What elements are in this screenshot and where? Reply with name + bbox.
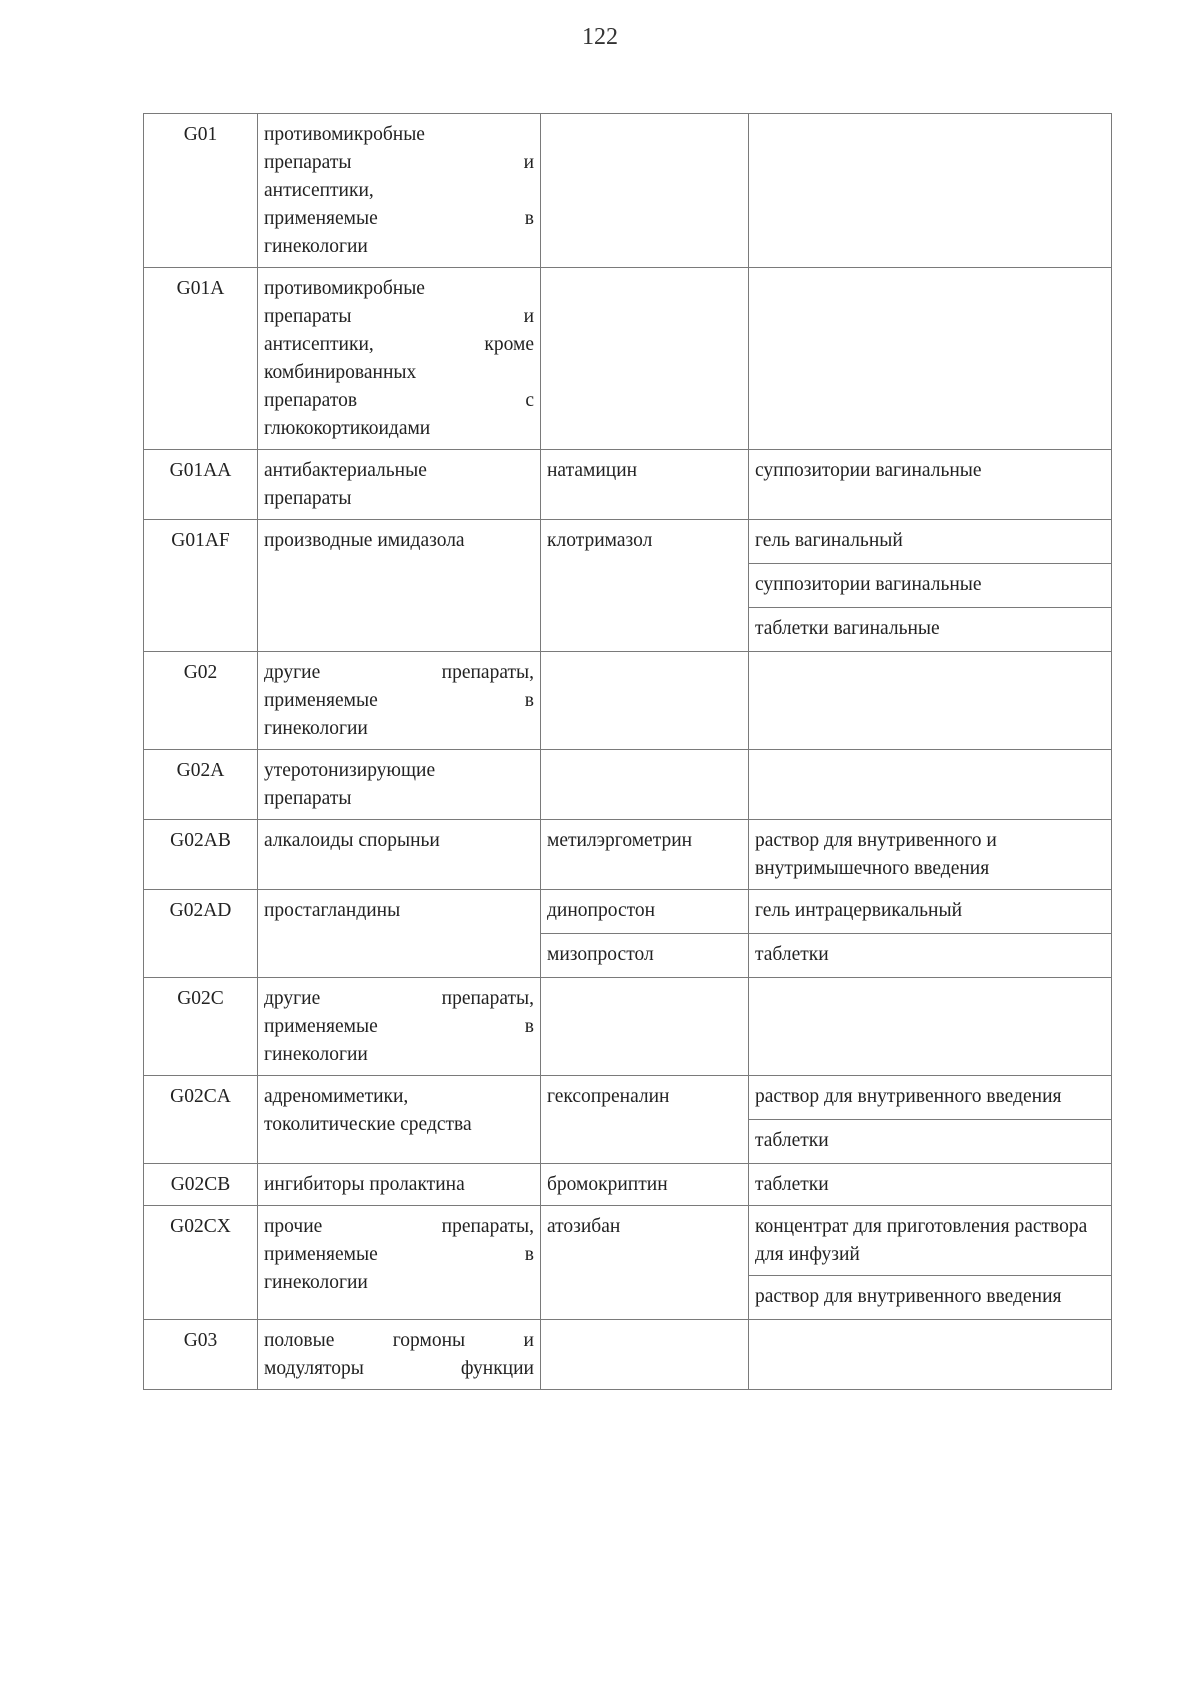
dosage-form-cell (749, 652, 1112, 750)
group-name-cell (258, 820, 541, 890)
group-name-line: глюкокортикоидами (264, 418, 431, 439)
substance-item: натамицин (547, 460, 638, 481)
group-name-line: другие препараты, (264, 662, 534, 683)
dosage-form-item: раствор для внутривенного введения (755, 1286, 1062, 1307)
substance-cell (541, 652, 749, 750)
table-row (144, 1164, 1112, 1206)
group-name-line: модуляторы функции (264, 1358, 534, 1379)
substance-cell (541, 750, 749, 820)
table-row (144, 890, 1112, 978)
substance-cell (541, 820, 749, 890)
table-row (144, 1320, 1112, 1390)
table-row (144, 114, 1112, 268)
atc-code-cell: G02 (144, 652, 258, 750)
group-name-cell (258, 520, 541, 652)
group-name-line: простагландины (264, 900, 401, 921)
group-name-cell (258, 1164, 541, 1206)
group-name-line: комбинированных (264, 362, 417, 383)
dosage-form-item: таблетки (755, 1174, 829, 1195)
group-name-line: применяемые в (264, 1244, 534, 1265)
substance-item: бромокриптин (547, 1174, 668, 1195)
page-number: 122 (582, 24, 618, 50)
atc-classification-table (143, 113, 1112, 1390)
table-row (144, 652, 1112, 750)
atc-code-cell: G02C (144, 978, 258, 1076)
atc-code-cell: G01AA (144, 450, 258, 520)
group-name-cell (258, 750, 541, 820)
group-name-line: применяемые в (264, 208, 534, 229)
dosage-form-item: таблетки (755, 944, 829, 965)
group-name-line: препараты и (264, 152, 534, 173)
group-name-line: прочие препараты, (264, 1216, 534, 1237)
dosage-form-cell (749, 450, 1112, 520)
group-name-line: утеротонизирующие (264, 760, 436, 781)
substance-cell (541, 890, 749, 978)
dosage-form-cell (749, 1206, 1112, 1320)
dosage-form-cell (749, 820, 1112, 890)
dosage-form-item: гель вагинальный (749, 520, 1111, 564)
table-row (144, 978, 1112, 1076)
substance-cell (541, 978, 749, 1076)
substance-cell (541, 268, 749, 450)
group-name-cell (258, 652, 541, 750)
group-name-line: половые гормоны и (264, 1330, 534, 1351)
substance-cell (541, 450, 749, 520)
group-name-cell (258, 450, 541, 520)
atc-code-cell: G01 (144, 114, 258, 268)
table-row (144, 520, 1112, 652)
group-name-line: гинекологии (264, 718, 368, 739)
group-name-line: антисептики, кроме (264, 334, 534, 355)
atc-code-cell: G02AB (144, 820, 258, 890)
atc-code-cell: G02CX (144, 1206, 258, 1320)
substance-cell (541, 114, 749, 268)
group-name-line: адреномиметики, (264, 1086, 409, 1107)
group-name-cell (258, 978, 541, 1076)
substance-cell (541, 1164, 749, 1206)
group-name-line: ингибиторы пролактина (264, 1174, 465, 1195)
group-name-line: гинекологии (264, 236, 368, 257)
substance-cell (541, 1076, 749, 1164)
atc-code-cell: G01AF (144, 520, 258, 652)
atc-code-cell: G02CA (144, 1076, 258, 1164)
atc-code-cell: G02AD (144, 890, 258, 978)
substance-item: метилэргометрин (547, 830, 693, 851)
dosage-form-cell (749, 114, 1112, 268)
dosage-form-cell (749, 1164, 1112, 1206)
group-name-line: противомикробные (264, 124, 425, 145)
group-name-line: другие препараты, (264, 988, 534, 1009)
substance-item: мизопростол (547, 944, 654, 965)
table-row (144, 1076, 1112, 1164)
dosage-form-cell (749, 890, 1112, 978)
dosage-form-cell (749, 1320, 1112, 1390)
atc-code-cell: G03 (144, 1320, 258, 1390)
dosage-form-item: гель интрацервикальный (749, 890, 1111, 934)
substance-cell (541, 520, 749, 652)
table-row (144, 450, 1112, 520)
dosage-form-cell (749, 268, 1112, 450)
table-row (144, 268, 1112, 450)
group-name-cell (258, 1320, 541, 1390)
group-name-line: препараты (264, 788, 352, 809)
substance-item: гексопреналин (547, 1086, 670, 1107)
group-name-line: применяемые в (264, 1016, 534, 1037)
group-name-line: противомикробные (264, 278, 425, 299)
atc-code-cell: G01A (144, 268, 258, 450)
group-name-line: алкалоиды спорыньи (264, 830, 440, 851)
group-name-line: антибактериальные (264, 460, 427, 481)
dosage-form-cell (749, 978, 1112, 1076)
group-name-line: препараты и (264, 306, 534, 327)
group-name-cell (258, 114, 541, 268)
group-name-line: антисептики, (264, 180, 374, 201)
atc-code-cell: G02A (144, 750, 258, 820)
group-name-cell (258, 268, 541, 450)
table-row (144, 820, 1112, 890)
group-name-line: применяемые в (264, 690, 534, 711)
table-row (144, 1206, 1112, 1320)
group-name-cell (258, 890, 541, 978)
dosage-form-cell (749, 750, 1112, 820)
group-name-cell (258, 1206, 541, 1320)
dosage-form-cell (749, 520, 1112, 652)
substance-item: динопростон (541, 890, 748, 934)
group-name-line: производные имидазола (264, 530, 465, 551)
substance-cell (541, 1320, 749, 1390)
dosage-form-item: концентрат для приготовления раствора для инфузий (749, 1206, 1111, 1276)
group-name-line: гинекологии (264, 1044, 368, 1065)
group-name-line: препаратов с (264, 390, 534, 411)
substance-item: атозибан (547, 1216, 621, 1237)
atc-code-cell: G02CB (144, 1164, 258, 1206)
dosage-form-item: раствор для внутривенного и внутримышечного введения (755, 830, 997, 879)
dosage-form-item: раствор для внутривенного введения (749, 1076, 1111, 1120)
dosage-form-cell (749, 1076, 1112, 1164)
group-name-line: токолитические средства (264, 1114, 472, 1135)
group-name-line: препараты (264, 488, 352, 509)
dosage-form-item: суппозитории вагинальные (755, 460, 982, 481)
group-name-line: гинекологии (264, 1272, 368, 1293)
group-name-cell (258, 1076, 541, 1164)
table-row (144, 750, 1112, 820)
dosage-form-item: суппозитории вагинальные (749, 564, 1111, 608)
substance-cell (541, 1206, 749, 1320)
dosage-form-item: таблетки (755, 1130, 829, 1151)
substance-item: клотримазол (547, 530, 653, 551)
dosage-form-item: таблетки вагинальные (755, 618, 940, 639)
